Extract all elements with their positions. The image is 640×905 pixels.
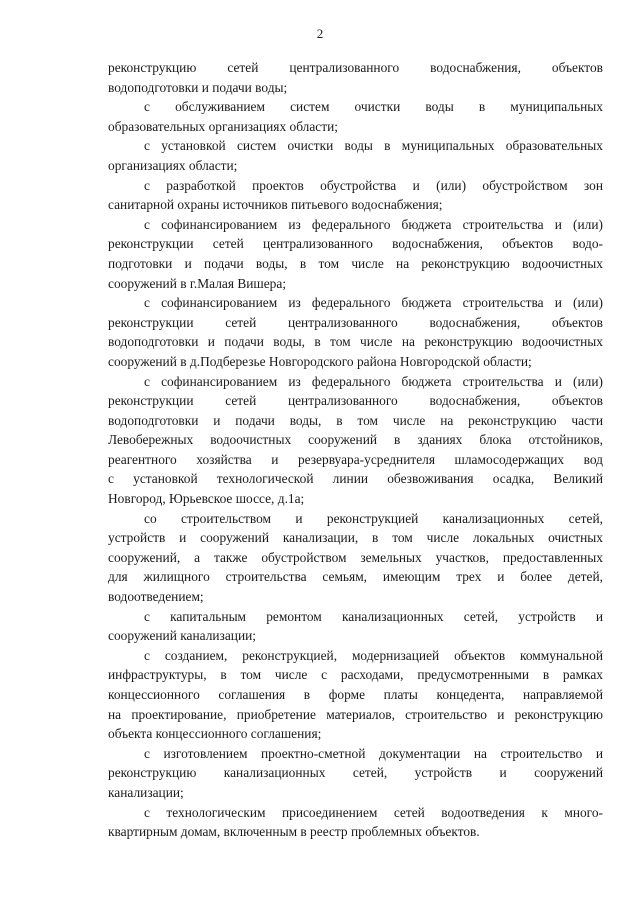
text-line: с изготовлением проектно-сметной документации на строительство и — [144, 745, 603, 761]
text-line: с установкой технологической линии обезвоживания осадка, Великий — [108, 471, 603, 487]
text-line: водоотведением; — [108, 589, 204, 605]
text-line: устройств и сооружений канализации, в том числе локальных очистных — [108, 530, 603, 546]
text-line: канализации; — [108, 784, 184, 800]
text-line: сооружений в г.Малая Вишера; — [108, 275, 287, 291]
text-line: водоподготовки и подачи воды, в том числе на реконструкцию водоочистных — [108, 334, 603, 350]
text-line: квартирным домам, включенным в реестр проблемных объектов. — [108, 824, 480, 840]
text-line: реконструкции сетей централизованного водоснабжения, объектов водо- — [108, 236, 603, 252]
text-line: с установкой систем очистки воды в муниципальных образовательных — [144, 138, 603, 154]
text-line: с технологическим присоединением сетей водоотведения к много- — [144, 804, 603, 820]
text-line: с софинансированием из федерального бюджета строительства и (или) — [144, 373, 603, 389]
text-line: объекта концессионного соглашения; — [108, 726, 322, 742]
text-line: реконструкцию канализационных сетей, устройств и сооружений — [108, 765, 603, 781]
text-line: с софинансированием из федерального бюджета строительства и (или) — [144, 216, 603, 232]
text-line: инфраструктуры, в том числе с расходами, предусмотренными в рамках — [108, 667, 603, 683]
text-line: Новгород, Юрьевское шоссе, д.1а; — [108, 491, 305, 507]
text-line: для жилищного строительства семьям, имеющим трех и более детей, — [108, 569, 603, 585]
text-line: реконструкции сетей централизованного водоснабжения, объектов — [108, 393, 603, 409]
text-line: санитарной охраны источников питьевого водоснабжения; — [108, 197, 443, 213]
text-line: образовательных организациях области; — [108, 118, 338, 134]
text-line: организациях области; — [108, 157, 238, 173]
text-line: с созданием, реконструкцией, модернизацией объектов коммунальной — [144, 647, 603, 663]
text-line: сооружений в д.Подберезье Новгородского района Новгородской области; — [108, 353, 532, 369]
text-line: с разработкой проектов обустройства и (или) обустройством зон — [144, 177, 603, 193]
text-line: со строительством и реконструкцией канализационных сетей, — [144, 510, 603, 526]
text-line: реконструкцию сетей централизованного водоснабжения, объектов — [108, 60, 603, 75]
text-line: Левобережных водоочистных сооружений в зданиях блока отстойников, — [108, 432, 603, 448]
page-number: 2 — [316, 26, 324, 41]
text-line: подготовки и подачи воды, в том числе на реконструкцию водоочистных — [108, 255, 603, 271]
text-line: сооружений, а также обустройством земельных участков, предоставленных — [108, 549, 603, 565]
text-line: реагентного хозяйства и резервуара-усреднителя шламосодержащих вод — [108, 451, 603, 467]
text-line: водоподготовки и подачи воды, в том числе на реконструкцию части — [108, 412, 603, 428]
text-line: на проектирование, приобретение материалов, строительство и реконструкцию — [108, 706, 603, 722]
text-line: реконструкции сетей централизованного водоснабжения, объектов — [108, 314, 603, 330]
text-line: с софинансированием из федерального бюджета строительства и (или) — [144, 295, 603, 311]
text-line: с капитальным ремонтом канализационных сетей, устройств и — [144, 608, 603, 624]
document-body — [108, 58, 603, 842]
text-line: с обслуживанием систем очистки воды в муниципальных — [144, 99, 603, 115]
text-line: водоподготовки и подачи воды; — [108, 79, 288, 95]
text-line: концессионного соглашения в форме платы концедента, направляемой — [108, 687, 603, 702]
text-line: сооружений канализации; — [108, 628, 257, 644]
